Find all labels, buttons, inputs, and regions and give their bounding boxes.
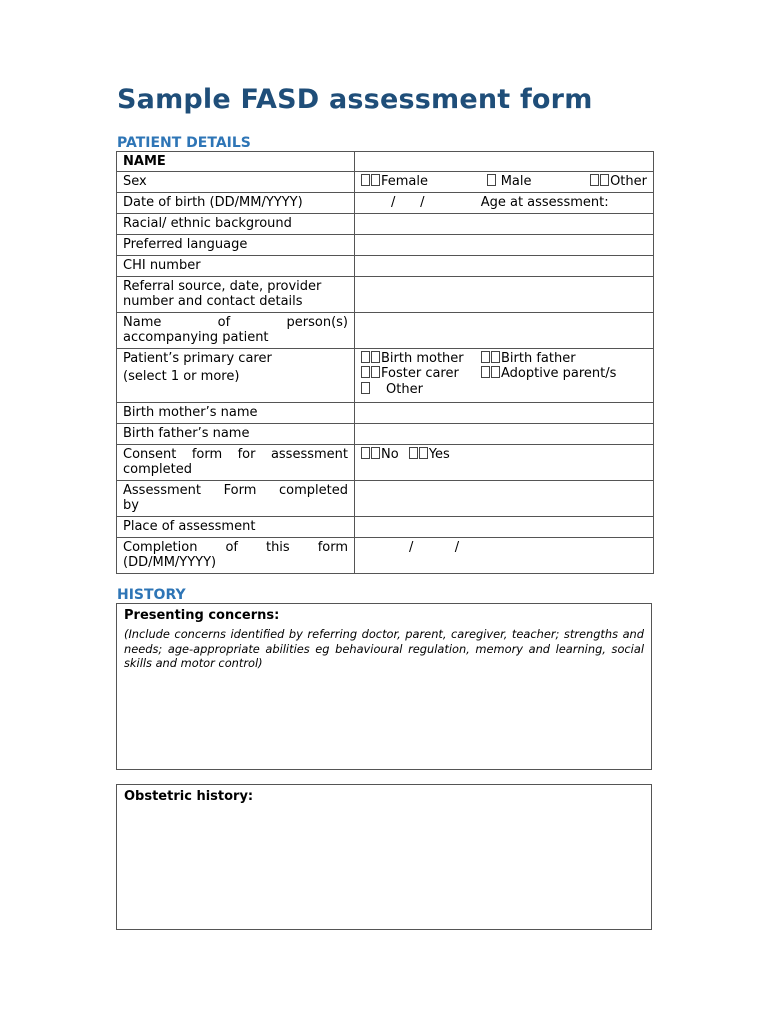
checkbox-icon[interactable] [361, 351, 370, 363]
birth-father-name-label: Birth father’s name [117, 423, 355, 444]
consent-no-option[interactable]: No [361, 447, 399, 462]
checkbox-icon[interactable] [481, 366, 490, 378]
checkbox-icon[interactable] [371, 174, 380, 186]
checkbox-icon[interactable] [491, 351, 500, 363]
chi-label: CHI number [117, 255, 355, 276]
chi-field[interactable] [355, 255, 654, 276]
presenting-concerns-note: (Include concerns identified by referring doctor, parent, caregiver, teacher; strengths and needs; age-appropriate abilities eg behavioural regulation, memory and learning, social skills and motor control) [124, 627, 644, 670]
obstetric-history-box[interactable] [116, 784, 652, 930]
page-title: Sample FASD assessment form [117, 84, 593, 115]
dob-field[interactable] [355, 192, 654, 213]
referral-label: Referral source, date, provider number and contact details [117, 276, 355, 312]
checkbox-icon[interactable] [371, 447, 380, 459]
birth-father-name-field[interactable] [355, 423, 654, 444]
sex-female-option[interactable]: Female [361, 174, 428, 190]
completed-by-label: Assessment Form completed by [117, 480, 355, 516]
checkbox-icon[interactable] [590, 174, 599, 186]
checkbox-icon[interactable] [361, 447, 370, 459]
racial-field[interactable] [355, 213, 654, 234]
checkbox-icon[interactable] [361, 366, 370, 378]
language-field[interactable] [355, 234, 654, 255]
table-row-accompanying [117, 312, 654, 348]
sex-label: Sex [117, 171, 355, 192]
sex-other-option[interactable]: Other [590, 174, 647, 190]
completion-date-field[interactable] [355, 537, 654, 573]
table-row-dob [117, 192, 654, 213]
age-at-assessment-label: Age at assessment: [480, 194, 609, 210]
section-heading-history: HISTORY [117, 587, 186, 603]
presenting-concerns-title: Presenting concerns: [124, 608, 280, 623]
checkbox-icon[interactable] [409, 447, 418, 459]
consent-label: Consent form for assessment completed [117, 444, 355, 480]
checkbox-icon[interactable] [600, 174, 609, 186]
sex-male-option[interactable]: Male [487, 174, 532, 190]
consent-yes-option[interactable]: Yes [409, 447, 450, 462]
completion-label: Completion of this form (DD/MM/YYYY) [117, 537, 355, 573]
table-row-referral [117, 276, 654, 312]
name-label: NAME [117, 152, 355, 172]
referral-field[interactable] [355, 276, 654, 312]
checkbox-icon[interactable] [487, 174, 496, 186]
table-row-name [117, 152, 654, 172]
table-row-language [117, 234, 654, 255]
checkbox-icon[interactable] [361, 382, 370, 394]
racial-label: Racial/ ethnic background [117, 213, 355, 234]
table-row-place [117, 516, 654, 537]
consent-options [355, 444, 654, 480]
checkbox-icon[interactable] [419, 447, 428, 459]
birth-mother-name-field[interactable] [355, 402, 654, 423]
carer-adoptive-option[interactable]: Adoptive parent/s [481, 366, 616, 381]
accompanying-label: Name of person(s) accompanying patient [117, 312, 355, 348]
language-label: Preferred language [117, 234, 355, 255]
table-row-racial [117, 213, 654, 234]
table-row-completed-by [117, 480, 654, 516]
table-row-birth-mother [117, 402, 654, 423]
carer-birth-father-option[interactable]: Birth father [481, 351, 576, 366]
table-row-carer [117, 348, 654, 402]
carer-foster-option[interactable]: Foster carer [361, 366, 481, 382]
dob-slashes: / / [391, 194, 425, 210]
sex-options [355, 171, 654, 192]
checkbox-icon[interactable] [371, 366, 380, 378]
place-field[interactable] [355, 516, 654, 537]
dob-label: Date of birth (DD/MM/YYYY) [117, 192, 355, 213]
carer-other-option[interactable]: Other [361, 382, 647, 398]
patient-details-table [116, 151, 654, 574]
birth-mother-name-label: Birth mother’s name [117, 402, 355, 423]
checkbox-icon[interactable] [371, 351, 380, 363]
table-row-chi [117, 255, 654, 276]
completed-by-field[interactable] [355, 480, 654, 516]
accompanying-field[interactable] [355, 312, 654, 348]
carer-options [355, 348, 654, 402]
checkbox-icon[interactable] [361, 174, 370, 186]
obstetric-history-title: Obstetric history: [124, 789, 254, 804]
place-label: Place of assessment [117, 516, 355, 537]
table-row-consent [117, 444, 654, 480]
completion-slashes: / / [409, 539, 460, 555]
table-row-birth-father [117, 423, 654, 444]
carer-birth-mother-option[interactable]: Birth mother [361, 351, 481, 367]
table-row-completion [117, 537, 654, 573]
name-field[interactable] [355, 152, 654, 172]
checkbox-icon[interactable] [491, 366, 500, 378]
carer-label: Patient’s primary carer (select 1 or more) [117, 348, 355, 402]
checkbox-icon[interactable] [481, 351, 490, 363]
presenting-concerns-box[interactable] [116, 603, 652, 770]
table-row-sex [117, 171, 654, 192]
section-heading-patient-details: PATIENT DETAILS [117, 135, 251, 151]
